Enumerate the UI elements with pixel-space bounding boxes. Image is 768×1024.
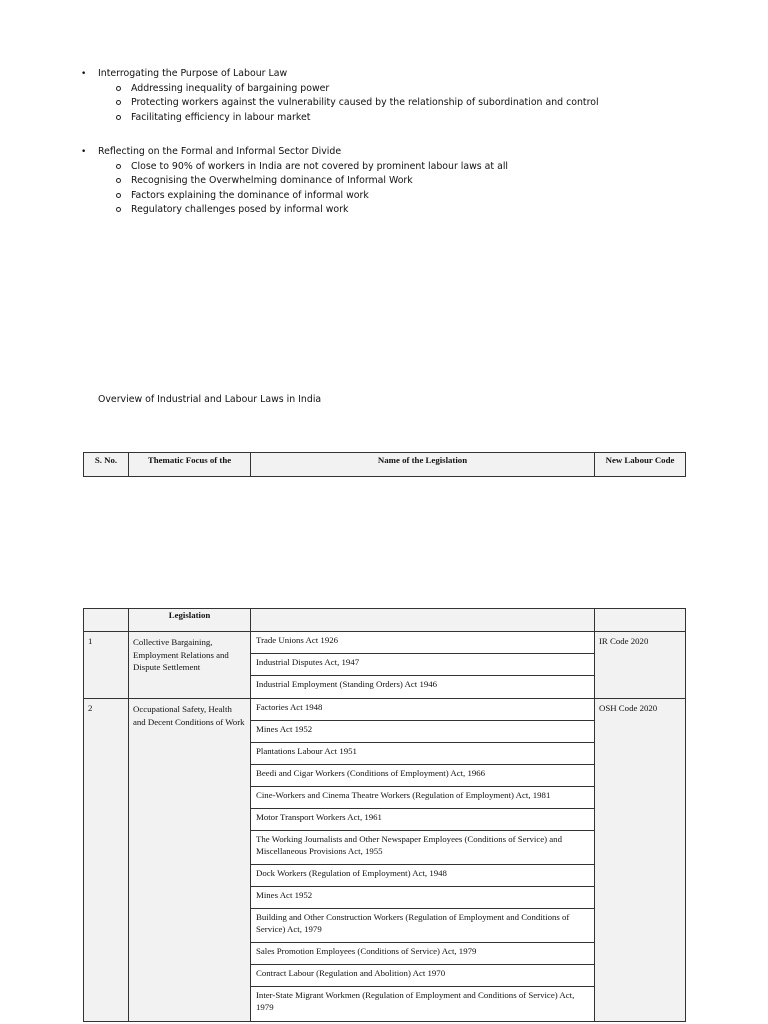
legislation-item: Cine-Workers and Cinema Theatre Workers (Regulation of Employment) Act, 1981 — [251, 787, 594, 809]
header-sno: S. No. — [84, 453, 129, 477]
divide-subitem — [80, 174, 720, 189]
header-code: New Labour Code — [595, 453, 686, 477]
divide-heading: Reflecting on the Formal and Informal Sector Divide — [98, 146, 342, 157]
hollow-bullet-icon — [116, 86, 121, 91]
row-sno: 1 — [84, 632, 129, 699]
divide-heading-item — [80, 145, 720, 160]
laws-table-header — [83, 452, 686, 477]
hollow-bullet-icon — [116, 193, 121, 198]
legislation-item: Dock Workers (Regulation of Employment) Act, 1948 — [251, 865, 594, 887]
legislation-item: Industrial Disputes Act, 1947 — [251, 654, 594, 676]
row-legislation-list — [251, 699, 595, 1022]
purpose-subitem — [80, 111, 720, 126]
divide-subitem — [80, 189, 720, 204]
legislation-item: Inter-State Migrant Workmen (Regulation of Employment and Conditions of Service) Act, 1979 — [256, 990, 575, 1012]
overview-title: Overview of Industrial and Labour Laws in India — [98, 394, 322, 405]
divide-subitem — [80, 203, 720, 218]
header-theme: Thematic Focus of the — [129, 453, 251, 477]
purpose-subitem-label: Addressing inequality of bargaining power — [131, 82, 330, 94]
hollow-bullet-icon — [116, 178, 121, 183]
row-theme: Occupational Safety, Health and Decent Conditions of Work — [129, 699, 251, 1022]
legislation-item: Mines Act 1952 — [251, 887, 594, 909]
purpose-subitem-label: Facilitating efficiency in labour market — [131, 111, 311, 123]
bullet-icon: • — [81, 69, 87, 79]
legislation-item: Motor Transport Workers Act, 1961 — [251, 809, 594, 831]
divide-subitem-label: Regulatory challenges posed by informal work — [131, 204, 349, 215]
hollow-bullet-icon — [116, 207, 121, 212]
hollow-bullet-icon — [116, 100, 121, 105]
legislation-item: Contract Labour (Regulation and Abolition) Act 1970 — [251, 965, 594, 987]
legislation-item: Sales Promotion Employees (Conditions of Service) Act, 1979 — [251, 943, 594, 965]
purpose-subitem — [80, 96, 720, 111]
divide-subitem-label: Close to 90% of workers in India are not covered by prominent labour laws at all — [131, 160, 509, 172]
legislation-item: Building and Other Construction Workers (Regulation of Employment and Conditions of Service) Act, 1979 — [251, 909, 594, 943]
table-row — [84, 632, 686, 699]
continued-header-legislation — [251, 609, 595, 632]
hollow-bullet-icon — [116, 164, 121, 169]
legislation-item: Beedi and Cigar Workers (Conditions of Employment) Act, 1966 — [251, 765, 594, 787]
purpose-heading-item — [80, 67, 720, 82]
legislation-item: Factories Act 1948 — [251, 699, 594, 721]
legislation-item: Mines Act 1952 — [251, 721, 594, 743]
row-sno: 2 — [84, 699, 129, 1022]
continued-header-theme: Legislation — [129, 609, 251, 632]
row-code: IR Code 2020 — [595, 632, 686, 699]
table-header-row — [84, 453, 686, 477]
divide-subitem-label: Recognising the Overwhelming dominance of Informal Work — [131, 175, 413, 186]
purpose-subitem — [80, 82, 720, 97]
legislation-item: The Working Journalists and Other Newspaper Employees (Conditions of Service) and Miscellaneous Provisions Act, 1955 — [251, 831, 594, 865]
divide-subitem-label: Factors explaining the dominance of informal work — [131, 189, 369, 201]
divide-subitem — [80, 160, 720, 175]
table-row — [84, 699, 686, 1022]
row-legislation-list — [251, 632, 595, 699]
continued-header-sno — [84, 609, 129, 632]
hollow-bullet-icon — [116, 115, 121, 120]
bullet-icon: • — [81, 147, 87, 157]
legislation-item: Trade Unions Act 1926 — [251, 632, 594, 654]
legislation-item: Industrial Employment (Standing Orders) Act 1946 — [256, 679, 438, 689]
purpose-subitem-label: Protecting workers against the vulnerability caused by the relationship of subordination and control — [131, 97, 599, 108]
continued-header-code — [595, 609, 686, 632]
row-theme: Collective Bargaining, Employment Relations and Dispute Settlement — [129, 632, 251, 699]
purpose-heading: Interrogating the Purpose of Labour Law — [98, 68, 288, 79]
table-continued-header-row — [84, 609, 686, 632]
header-legislation: Name of the Legislation — [251, 453, 595, 477]
divide-section — [80, 145, 720, 218]
row-code: OSH Code 2020 — [595, 699, 686, 1022]
laws-table — [83, 608, 686, 1022]
purpose-section — [80, 67, 720, 125]
legislation-item: Plantations Labour Act 1951 — [251, 743, 594, 765]
